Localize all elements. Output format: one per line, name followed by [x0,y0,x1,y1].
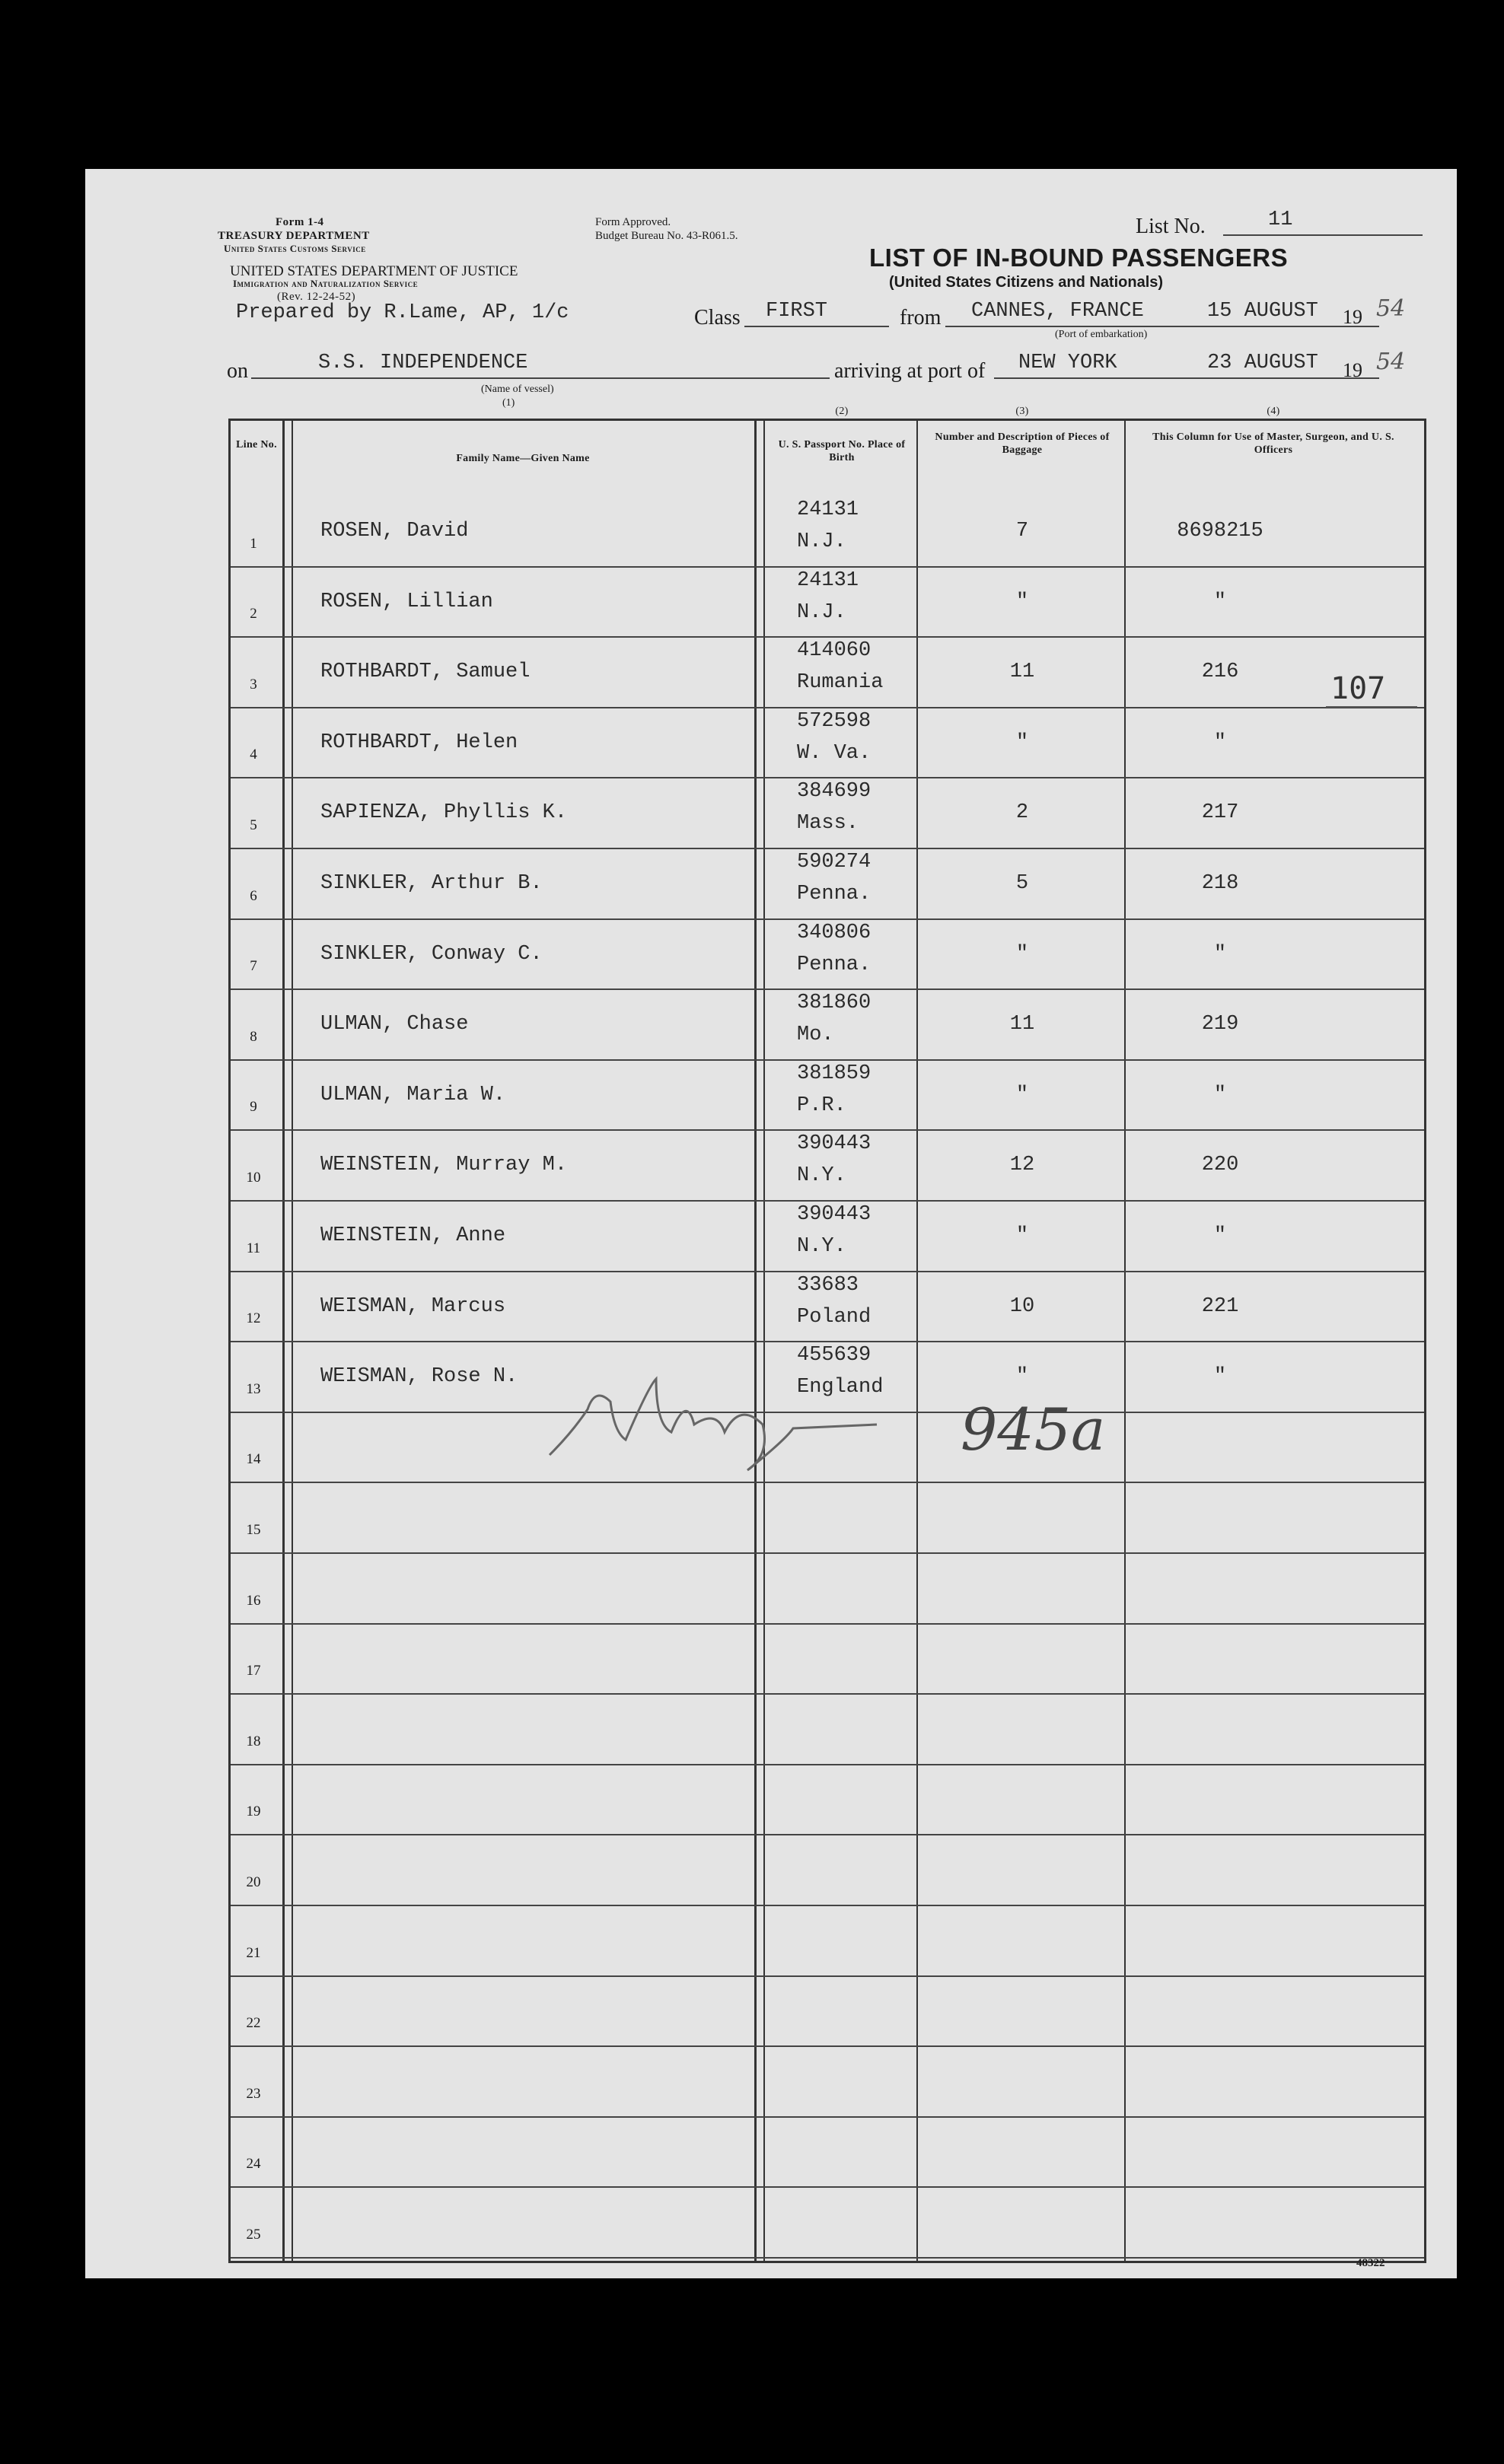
col-header-passport-num: (2) [835,406,849,417]
birthplace: N.J. [797,530,846,553]
table-row [231,920,1424,991]
birthplace: Rumania [797,671,884,695]
passenger-name: ROSEN, David [320,520,469,543]
line-number: 12 [246,1310,261,1327]
customs-label: United States Customs Service [224,243,366,254]
birthplace: P.R. [797,1094,846,1117]
passport-number: 381860 [797,992,871,1015]
signature-scribble [542,1356,1029,1478]
table-row [231,1695,1424,1765]
vessel-note: (Name of vessel) [481,384,554,395]
prepared-by: Prepared by R.Lame, AP, 1/c [236,301,569,324]
passport-number: 24131 [797,568,859,592]
line-number: 7 [250,958,257,975]
table-row [231,1554,1424,1625]
baggage-count: 5 [1015,872,1029,895]
passport-number: 384699 [797,780,871,804]
officer-entry: " [1213,1224,1227,1247]
treasury-label: TREASURY DEPARTMENT [218,230,370,242]
embark-note: (Port of embarkation) [1055,329,1148,340]
col-header-baggage: Number and Description of Pieces of Baggage [935,431,1110,456]
margin-number-underline [1326,706,1417,708]
form-title: LIST OF IN-BOUND PASSENGERS [869,244,1289,272]
arrive-date: 23 AUGUST [1207,352,1318,374]
line-number: 8 [250,1028,257,1045]
arrival-line [994,377,1379,379]
table-row [231,2047,1424,2118]
passport-number: 381859 [797,1062,871,1085]
table-row [231,2118,1424,2189]
table-row [231,990,1424,1061]
officer-entry: 216 [1201,661,1239,684]
line-number: 23 [246,2085,261,2102]
col-header-passport: U. S. Passport No. Place of Birth [778,439,906,463]
birthplace: Poland [797,1305,871,1329]
officer-entry: 220 [1201,1154,1239,1177]
line-number: 15 [246,1521,261,1538]
col-header-officers: This Column for Use of Master, Surgeon, and U. S. Officers [1152,431,1394,456]
vessel-line [251,377,830,379]
birthplace: Mass. [797,812,859,836]
table-row [231,849,1424,920]
officer-entry: " [1213,1365,1227,1389]
arrive-year: 54 [1376,349,1406,375]
form-sheet [85,169,1457,2278]
baggage-count: 11 [1009,661,1035,684]
birthplace: Penna. [797,883,871,906]
line-number: 2 [250,606,257,622]
line-number: 20 [246,1873,261,1890]
depart-year-prefix: 19 [1343,306,1362,328]
passenger-table [228,406,1426,2263]
line-number: 3 [250,676,257,692]
line-number: 13 [246,1380,261,1397]
birthplace: N.Y. [797,1164,846,1188]
table-row [231,568,1424,638]
class-value: FIRST [766,300,828,323]
list-no-line [1223,234,1423,236]
passport-number: 390443 [797,1203,871,1226]
passport-number: 24131 [797,498,859,521]
table-row [231,1625,1424,1695]
birthplace: N.Y. [797,1235,846,1258]
line-number: 5 [250,817,257,833]
officer-entry: 217 [1201,801,1239,825]
margin-number: 107 [1330,671,1386,706]
officer-entry: " [1213,731,1227,754]
line-number: 21 [246,1944,261,1961]
list-no-label: List No. [1136,215,1206,238]
from-value: CANNES, FRANCE [971,300,1144,323]
passenger-name: WEISMAN, Rose N. [320,1365,518,1389]
baggage-count: " [1015,1365,1029,1389]
col-header-name: Family Name—Given Name [456,453,590,464]
baggage-count: 12 [1009,1154,1035,1177]
baggage-count: 7 [1015,520,1029,543]
table-row [231,1131,1424,1202]
arrival-port: NEW YORK [1018,352,1117,374]
class-line [744,326,889,327]
baggage-count: 11 [1009,1013,1035,1036]
table-row [231,1835,1424,1906]
vessel-name: S.S. INDEPENDENCE [318,352,528,374]
passenger-name: ULMAN, Chase [320,1013,469,1036]
revision-label: (Rev. 12-24-52) [277,291,356,303]
line-number: 4 [250,747,257,763]
passenger-name: WEINSTEIN, Murray M. [320,1154,568,1177]
passport-number: 572598 [797,709,871,733]
table-row [231,1272,1424,1343]
passport-number: 340806 [797,921,871,944]
table-row [231,778,1424,849]
justice-label: UNITED STATES DEPARTMENT OF JUSTICE [230,263,518,279]
birthplace: W. Va. [797,741,871,765]
passenger-name: SAPIENZA, Phyllis K. [320,801,568,825]
budget-bureau: Budget Bureau No. 43-R061.5. [595,230,738,242]
baggage-count: " [1015,590,1029,613]
passport-number: 414060 [797,639,871,663]
signature-code: 945a [961,1396,1106,1463]
officer-entry: 219 [1201,1013,1239,1036]
line-number: 16 [246,1592,261,1609]
footer-code: 48322 [1356,2257,1385,2269]
passenger-name: WEINSTEIN, Anne [320,1224,506,1247]
table-row [231,1061,1424,1132]
passenger-name: ULMAN, Maria W. [320,1083,506,1106]
birthplace: Mo. [797,1023,834,1047]
baggage-count: 2 [1015,801,1029,825]
officer-entry: " [1213,942,1227,966]
passport-number: 33683 [797,1273,859,1297]
line-number: 22 [246,2015,261,2032]
row-rule [231,2257,1424,2259]
table-row [231,1483,1424,1554]
passport-number: 455639 [797,1344,871,1367]
line-number: 1 [250,535,257,552]
passenger-name: SINKLER, Conway C. [320,942,543,966]
baggage-count: " [1015,942,1029,966]
passport-number: 590274 [797,851,871,874]
passenger-name: ROTHBARDT, Helen [320,731,518,754]
from-label: from [900,306,942,329]
baggage-count: " [1015,1224,1029,1247]
table-row [231,638,1424,708]
line-number: 24 [246,2156,261,2173]
officer-entry: 8698215 [1177,520,1263,543]
officer-entry: 218 [1201,872,1239,895]
form-number: Form 1-4 [276,216,324,228]
col1-number: (1) [502,397,515,409]
depart-date: 15 AUGUST [1207,300,1318,323]
list-no-value: 11 [1268,209,1293,231]
line-number: 6 [250,887,257,904]
table-row [231,2188,1424,2259]
table-row [231,1202,1424,1272]
officer-entry: " [1213,1083,1227,1106]
line-number: 10 [246,1169,261,1186]
table-row [231,1765,1424,1836]
line-number: 18 [246,1733,261,1749]
table-row [231,1977,1424,2048]
passenger-name: ROTHBARDT, Samuel [320,661,531,684]
col-header-line-no: Line No. [236,439,277,450]
table-row [231,1906,1424,1977]
passenger-name: WEISMAN, Marcus [320,1294,506,1318]
passenger-name: ROSEN, Lillian [320,590,493,613]
class-label: Class [694,306,741,329]
birthplace: N.J. [797,600,846,624]
passport-number: 390443 [797,1132,871,1156]
form-approved: Form Approved. [595,216,671,228]
line-number: 9 [250,1099,257,1116]
line-number: 17 [246,1663,261,1679]
line-number: 25 [246,2226,261,2243]
birthplace: England [797,1376,884,1399]
col-header-officers-num: (4) [1267,406,1280,417]
from-line [945,326,1379,327]
form-subtitle: (United States Citizens and Nationals) [889,274,1164,291]
officer-entry: 221 [1201,1294,1239,1318]
passenger-name: SINKLER, Arthur B. [320,872,543,895]
line-number: 19 [246,1803,261,1820]
officer-entry: " [1213,590,1227,613]
table-row [231,708,1424,779]
col-header-baggage-num: (3) [1015,406,1029,417]
ins-label: Immigration and Naturalization Service [233,278,419,289]
table-row [231,497,1424,568]
birthplace: Penna. [797,953,871,976]
line-number: 14 [246,1451,261,1468]
arrive-year-prefix: 19 [1343,359,1362,381]
baggage-count: " [1015,1083,1029,1106]
baggage-count: 10 [1009,1294,1035,1318]
baggage-count: " [1015,731,1029,754]
on-label: on [227,359,248,383]
depart-year: 54 [1376,295,1406,322]
line-number: 11 [246,1240,261,1256]
arriving-label: arriving at port of [834,359,986,383]
